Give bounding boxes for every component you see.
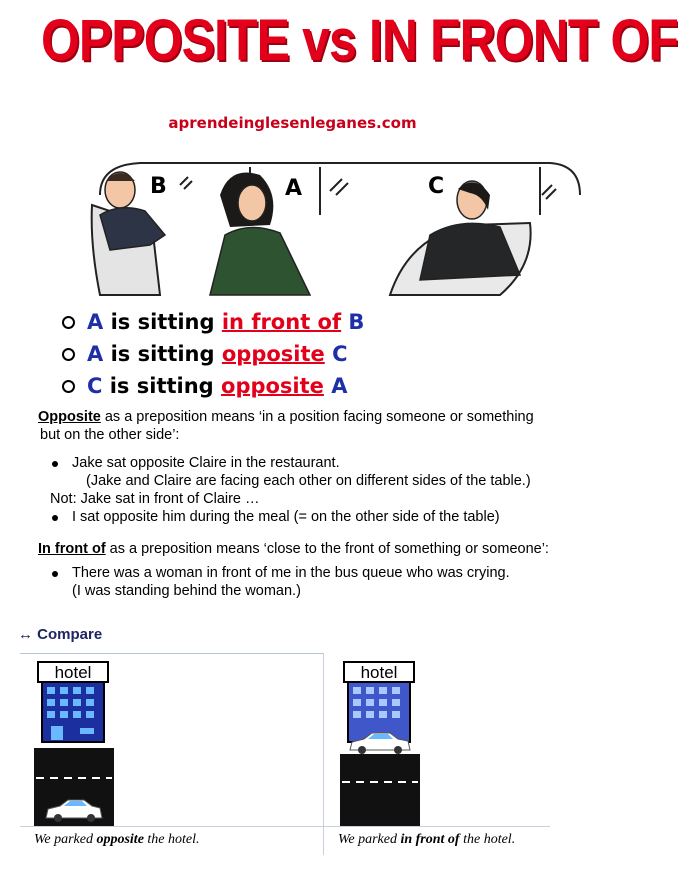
bullet-dot-icon — [52, 461, 58, 467]
window-glare-center — [330, 179, 348, 195]
statement-1 — [62, 306, 364, 338]
hotel-in-front-illustration — [340, 660, 420, 828]
in-front-example-1 — [38, 564, 578, 582]
example-text: There was a woman in front of me in the bus queue who was crying. — [72, 565, 510, 581]
hotel-opposite-illustration — [34, 660, 114, 828]
label-a: A — [285, 176, 303, 201]
statement-3 — [62, 370, 364, 402]
statement-preposition: opposite — [221, 342, 325, 366]
label-c: C — [428, 174, 445, 199]
statement-subject: C — [87, 374, 103, 398]
opposite-definition-text: as a preposition means ‘in a position facing someone or something — [100, 409, 534, 425]
caption-text: the hotel. — [459, 832, 516, 847]
statement-object: C — [332, 342, 348, 366]
statement-verb: is sitting — [103, 342, 222, 366]
caption-text: We parked — [34, 832, 97, 847]
caption-opposite — [34, 832, 200, 848]
statement-preposition: in front of — [221, 310, 342, 334]
panel-divider — [323, 653, 324, 855]
window-glare-right — [542, 185, 556, 199]
in-front-definition — [38, 540, 578, 558]
website-link[interactable]: aprendeinglesenleganes.com — [168, 114, 417, 132]
statement-verb: is sitting — [103, 310, 222, 334]
bullet-circle-icon — [62, 380, 75, 393]
label-b: B — [150, 174, 167, 199]
bullet-circle-icon — [62, 316, 75, 329]
hotel-sign: hotel — [360, 663, 398, 682]
in-front-keyword: In front of — [38, 541, 106, 557]
compare-label: Compare — [37, 626, 103, 643]
opposite-keyword: Opposite — [38, 409, 101, 425]
double-arrow-icon: ↔ — [18, 626, 33, 643]
opposite-definition — [38, 408, 578, 426]
bullet-circle-icon — [62, 348, 75, 361]
road — [340, 754, 420, 826]
statement-subject: A — [87, 310, 104, 334]
statement-object: A — [331, 374, 348, 398]
statement-2 — [62, 338, 364, 370]
hotel-sign: hotel — [54, 663, 92, 682]
caption-bold: in front of — [400, 832, 460, 847]
example-text: I sat opposite him during the meal (= on the other side of the table) — [72, 509, 500, 525]
seating-statements — [62, 306, 364, 402]
statement-preposition: opposite — [221, 374, 324, 398]
statement-subject: A — [87, 342, 104, 366]
opposite-definition-line2: but on the other side’: — [40, 427, 180, 443]
window-glare-left — [180, 177, 192, 189]
caption-text: the hotel. — [143, 832, 200, 847]
bullet-dot-icon — [52, 515, 58, 521]
opposite-not-note: Not: Jake sat in front of Claire … — [50, 491, 260, 507]
example-text: Jake sat opposite Claire in the restaurant. — [72, 455, 340, 471]
in-front-definition-text: as a preposition means ‘close to the front of something or someone’: — [105, 541, 549, 557]
caption-in-front — [338, 832, 515, 848]
compare-heading — [18, 626, 102, 643]
explanation-text — [38, 408, 578, 600]
in-front-example-note: (I was standing behind the woman.) — [72, 583, 301, 599]
seating-illustration — [80, 155, 582, 305]
opposite-example-note: (Jake and Claire are facing each other on different sides of the table.) — [86, 473, 531, 489]
caption-text: We parked — [338, 832, 401, 847]
caption-bold: opposite — [96, 832, 144, 847]
bullet-dot-icon — [52, 571, 58, 577]
opposite-example-2 — [38, 508, 578, 526]
statement-object: B — [348, 310, 365, 334]
opposite-example-1 — [38, 454, 578, 472]
page-title: OPPOSITE vs IN FRONT OF — [40, 8, 678, 73]
statement-verb: is sitting — [102, 374, 222, 398]
